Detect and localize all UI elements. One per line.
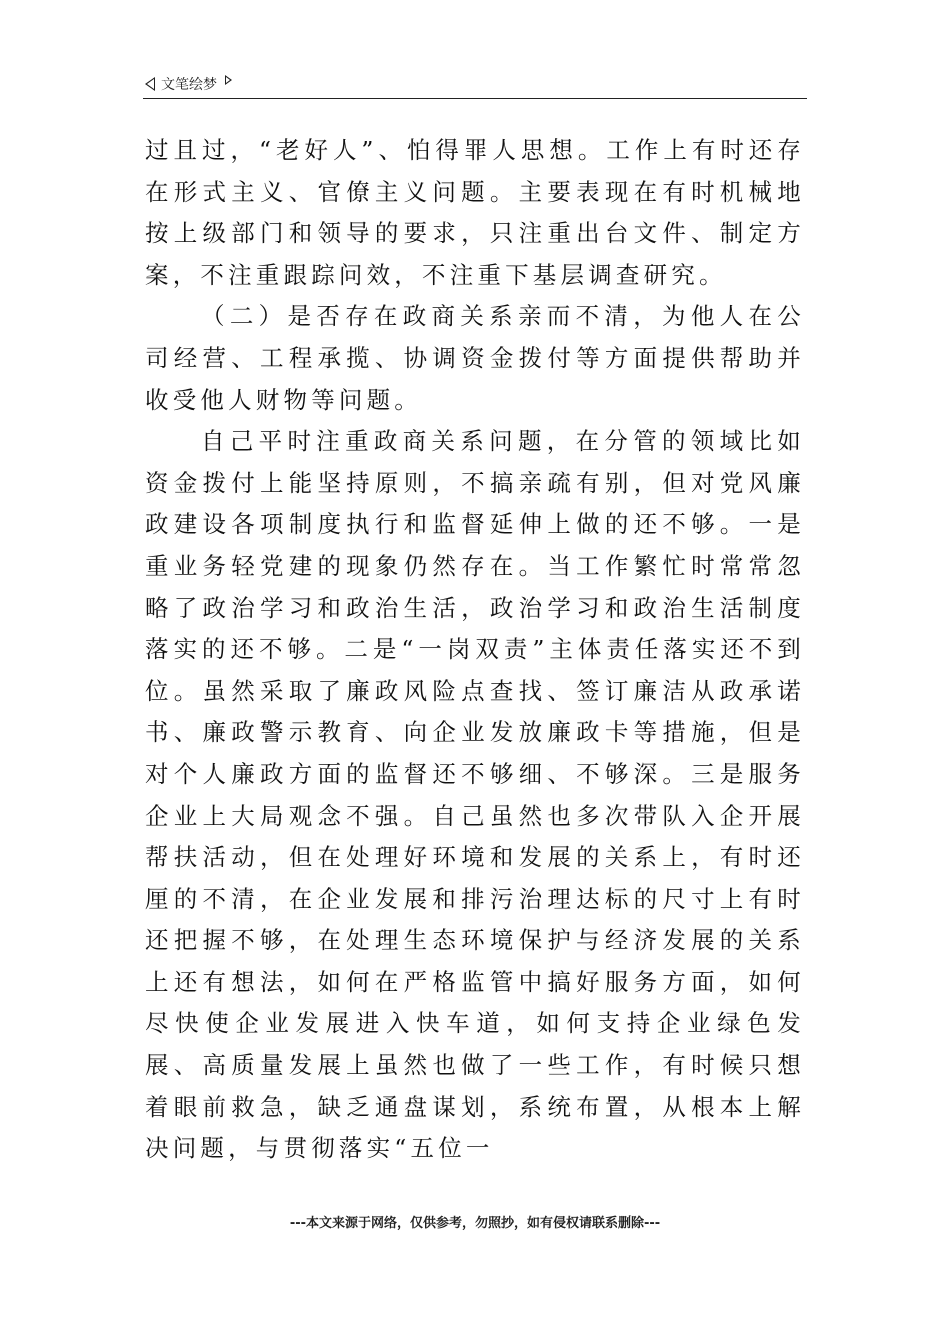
header-brand	[145, 74, 232, 94]
triangle-left-icon	[145, 77, 155, 91]
header-title: 文笔绘梦	[161, 77, 217, 93]
paragraph-section-heading: （二）是否存在政商关系亲而不清，为他人在公司经营、工程承揽、协调资金拨付等方面提供帮助并收受他人财物等问题。	[145, 302, 805, 414]
triangle-right-icon	[225, 75, 232, 85]
document-body	[145, 130, 805, 1170]
page-header	[143, 72, 807, 99]
paragraph-body: 自己平时注重政商关系问题，在分管的领域比如资金拨付上能坚持原则，不搞亲疏有别，但对党风廉政建设各项制度执行和监督延伸上做的还不够。一是重业务轻党建的现象仍然存在。当工作繁忙时常常忽略了政治学习和政治生活，政治学习和政治生活制度落实的还不够。二是“一岗双责”主体责任落实还不到位。虽然采取了廉政风险点查找、签订廉洁从政承诺书、廉政警示教育、向企业发放廉政卡等措施，但是对个人廉政方面的监督还不够细、不够深。三是服务企业上大局观念不强。自己虽然也多次带队入企开展帮扶活动，但在处理好环境和发展的关系上，有时还厘的不清，在企业发展和排污治理达标的尺寸上有时还把握不够，在处理生态环境保护与经济发展的关系上还有想法，如何在严格监管中搞好服务方面，如何尽快使企业发展进入快车道，如何支持企业绿色发展、高质量发展上虽然也做了一些工作，有时候只想着眼前救急，缺乏通盘谋划，系统布置，从根本上解决问题，与贯彻落实“五位一	[145, 427, 805, 1163]
page-footer-disclaimer: ---本文来源于网络，仅供参考，勿照抄，如有侵权请联系删除---	[289, 1216, 661, 1231]
paragraph-continuation: 过且过，“老好人”、怕得罪人思想。工作上有时还存在形式主义、官僚主义问题。主要表现在有时机械地按上级部门和领导的要求，只注重出台文件、制定方案，不注重跟踪问效，不注重下基层调查研究。	[145, 136, 805, 289]
